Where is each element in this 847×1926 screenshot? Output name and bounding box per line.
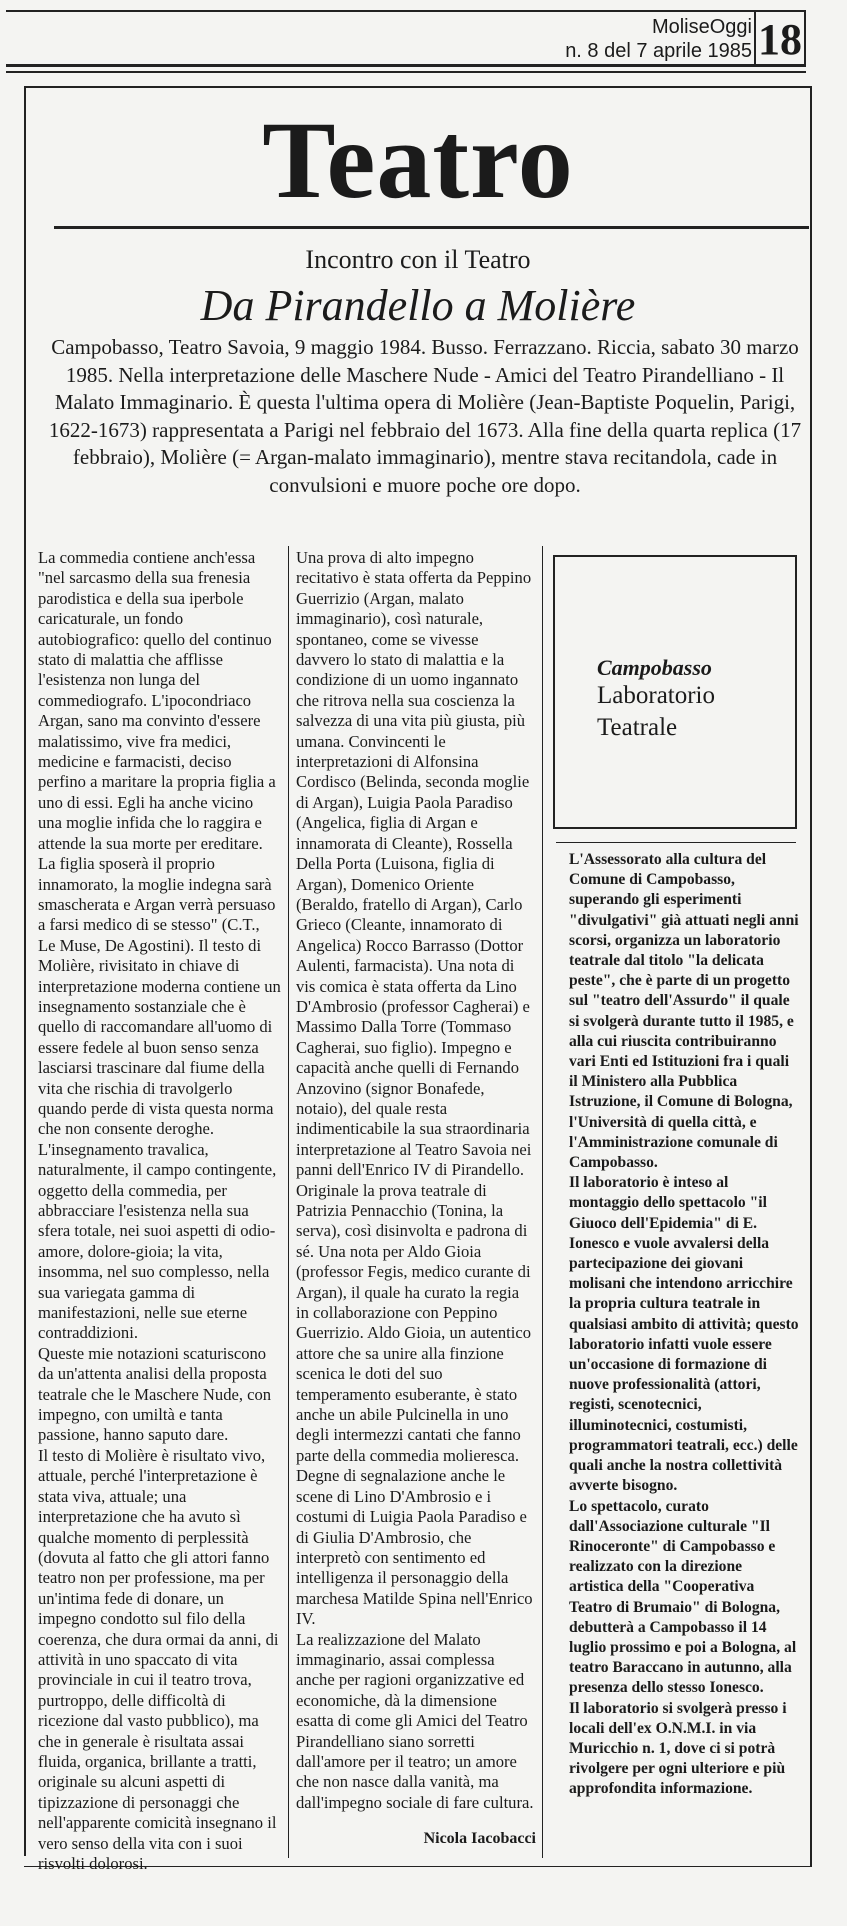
column-divider-1 (288, 546, 289, 1858)
top-rule (6, 10, 806, 12)
sidebar-paragraph: Il laboratorio è inteso al montaggio dello spettacolo "il Giuoco dell'Epidemia" di E. Ionesco e vuole avvalersi della partecipazione dei giovani molisani che intendono arricchire la propria cultura teatrale in qualsiasi ambito di attività; questo laboratorio infatti vuole essere un'occasione di formazione di nuove professionalità (attori, registi, scenotecnici, illuminotecnici, costumisti, programmatori teatrali, ecc.) delle quali anche la nostra collettività avverte bisogno. (569, 1174, 799, 1495)
column-divider-2 (542, 546, 543, 1858)
article-column-2 (296, 548, 536, 1813)
article-paragraph: Una prova di alto impegno recitativo è stata offerta da Peppino Guerrizio (Argan, malato immaginario), così naturale, spontaneo, come se vivesse davvero lo stato di malattia e la condizione di un uomo ingannato che ritrova nella sua coscienza la salvezza di una vita più giusta, più umana. Convincenti le interpretazioni di Alfonsina Cordisco (Belinda, seconda moglie di Argan), Luigia Paola Paradiso (Angelica, figlia di Argan e innamorata di Cleante), Rossella Della Porta (Luisona, figlia di Argan), Domenico Oriente (Beraldo, fratello di Argan), Carlo Grieco (Cleante, innamorato di Angelica) Rocco Barrasso (Dottor Aulenti, farmacista). Una nota di vis comica è stata offerta da Lino D'Ambrosio (professor Cagherai) e Massimo Dalla Torre (Tommaso Cagherai, suo figlio). Impegno e capacità anche quelli di Fernando Anzovino (signor Bonafede, notaio), del quale resta indimenticabile la sua straordinaria interpretazione al Teatro Savoia nei panni dell'Enrico IV di Pirandello. (296, 548, 532, 1180)
sidebar-paragraph: Lo spettacolo, curato dall'Associazione culturale "Il Rinoceronte" di Campobasso e realizzato con la direzione artistica della "Cooperativa Teatro di Brumaio" di Bologna, debutterà a Campobasso il 14 luglio prossimo e poi a Bologna, al teatro Baraccano in autunno, alla presenza dello stesso Ionesco. (569, 1497, 797, 1697)
article-lead: Campobasso, Teatro Savoia, 9 maggio 1984. Busso. Ferrazzano. Riccia, sabato 30 marzo 1985. Nella interpretazione delle Maschere Nude - Amici del Teatro Pirandelliano - Il Malato Immaginario. È questa l'ultima opera di Molière (Jean-Baptiste Poquelin, Parigi, 1622-1673) rappresentata a Parigi nel febbraio del 1673. Alla fine della quarta replica (17 febbraio), Molière (= Argan-malato immaginario), mentre stava recitandola, cade in convulsioni e muore poche ore dopo. (48, 335, 802, 497)
sidebar-rule (556, 842, 796, 843)
article-paragraph: Il testo di Molière è risultato vivo, attuale, perché l'interpretazione è stata viva, attuale; una interpretazione che ha avuto sì qualche momento di perplessità (dovuta al fatto che gli attori fanno teatro non per professione, ma per un'intima fede di donare, un impegno condotto sul filo della coerenza, che dura ormai da anni, di attività in uno spaccato di vita provinciale in cui il teatro trova, purtroppo, delle difficoltà di ricezione dal vasto pubblico), ma che in generale è risultata assai fluida, organica, brillante a tratti, originale su alcuni aspetti di tipizzazione di personaggi che nell'apparente comicità insegnano il vero senso della vita con i suoi risvolti dolorosi. (38, 1445, 279, 1873)
header-double-rule-2 (6, 71, 806, 73)
sidebar-paragraph: L'Assessorato alla cultura del Comune di Campobasso, superando gli esperimenti "divulgativi" già attuati negli anni scorsi, organizza un laboratorio teatrale dal titolo "la delicata peste", che è parte di un progetto sul "teatro dell'Assurdo" il quale si svolgerà durante tutto il 1985, e alla cui riuscita contribuiranno vari Enti ed Istituzioni fra i quali il Ministero alla Pubblica Istruzione, il Comune di Bologna, l'Università di quella città, e l'Amministrazione comunale di Campobasso. (569, 851, 799, 1172)
article-paragraph: Degne di segnalazione anche le scene di Lino D'Ambrosio e i costumi di Luigia Paola Paradiso e di Giulia D'Ambrosio, che interpretò con sentimento ed intelligenza il personaggio della marchesa Matilde Spina nell'Enrico IV. (296, 1466, 533, 1629)
page-number: 18 (758, 15, 802, 64)
article-paragraph: Originale la prova teatrale di Patrizia Pennacchio (Tonina, la serva), così disinvolta e padrona di sé. Una nota per Aldo Gioia (professor Fegis, medico curante di Argan), il quale ha curato la regia in collaborazione con Peppino Guerrizio. Aldo Gioia, un autentico attore che sa unire alla finzione scenica le doti del suo temperamento esuberante, è stato anche un abile Pulcinella in uno degli intermezzi cantati che fanno parte della commedia molieresca. (296, 1180, 532, 1465)
article-paragraph: La commedia contiene anch'essa "nel sarcasmo della sua frenesia parodistica e della sua iperbole caricaturale, un fondo autobiografico: quello del continuo stato di malattia che afflisse l'esistenza non lunga del commediografo. L'ipocondriaco Argan, sano ma convinto d'essere malatissimo, vive fra medici, medicine e farmacisti, deciso perfino a maritare la propria figlia a uno di essi. Egli ha anche vicino una moglie infida che lo raggira e attende la sua morte per ereditare. La figlia sposerà il proprio innamorato, la moglie indegna sarà smascherata e Argan verrà persuaso a farsi medico di se stesso" (C.T., Le Muse, De Agostini). Il testo di Molière, rivisitato in chiave di interpretazione moderna contiene un insegnamento sostanziale che è quello di raccomandare all'uomo di essere fedele al buon senso senza lasciarsi trascinare dal fiume della vita che rischia di travolgerlo quando perde di vista questa norma che non consente deroghe. L'insegnamento travalica, naturalmente, il campo contingente, oggetto della commedia, per abbracciare l'esistenza nella sua sfera totale, nei suoi aspetti di odio-amore, dolore-gioia; la vita, insomma, nel suo complesso, nella sua variegata gamma di manifestazioni, nelle sue eterne contraddizioni. (38, 548, 281, 1343)
sidebar-box-city: Campobasso (597, 655, 712, 680)
frame-left (24, 86, 26, 1856)
article-kicker: Incontro con il Teatro (305, 245, 531, 274)
page-number-box-left (754, 12, 756, 64)
author-signature: Nicola Iacobacci (423, 1830, 536, 1847)
sidebar-column (569, 850, 799, 1800)
issue-date: n. 8 del 7 aprile 1985 (565, 40, 752, 62)
article-paragraph: La realizzazione del Malato immaginario, assai complessa anche per ragioni organizzative ed economiche, dà la dimensione esatta di come gli Amici del Teatro Pirandelliano siano sorretti dall'amore per il teatro; un amore che non nasce dalla vanità, ma dall'impegno sociale di fare cultura. (296, 1629, 534, 1812)
sidebar-paragraph: Il laboratorio si svolgerà presso i locali dell'ex O.N.M.I. in via Muricchio n. 1, dove ci si potrà rivolgere per ogni ulteriore e più approfondita informazione. (569, 1699, 787, 1798)
article-headline: Da Pirandello a Molière (200, 281, 636, 330)
header-double-rule-1 (6, 64, 806, 67)
section-title: Teatro (262, 99, 574, 221)
section-title-rule (54, 226, 809, 229)
publication-name: MoliseOggi (651, 16, 752, 38)
article-column-1 (38, 548, 281, 1874)
page-number-box-right (804, 12, 806, 64)
article-paragraph: Queste mie notazioni scaturiscono da un'attenta analisi della proposta teatrale che le Maschere Nude, con impegno, con umiltà e tanta passione, hanno saputo dare. (38, 1343, 272, 1445)
frame-top (24, 86, 812, 88)
frame-right (810, 86, 812, 1866)
sidebar-box-title: Laboratorio Teatrale (597, 682, 716, 741)
